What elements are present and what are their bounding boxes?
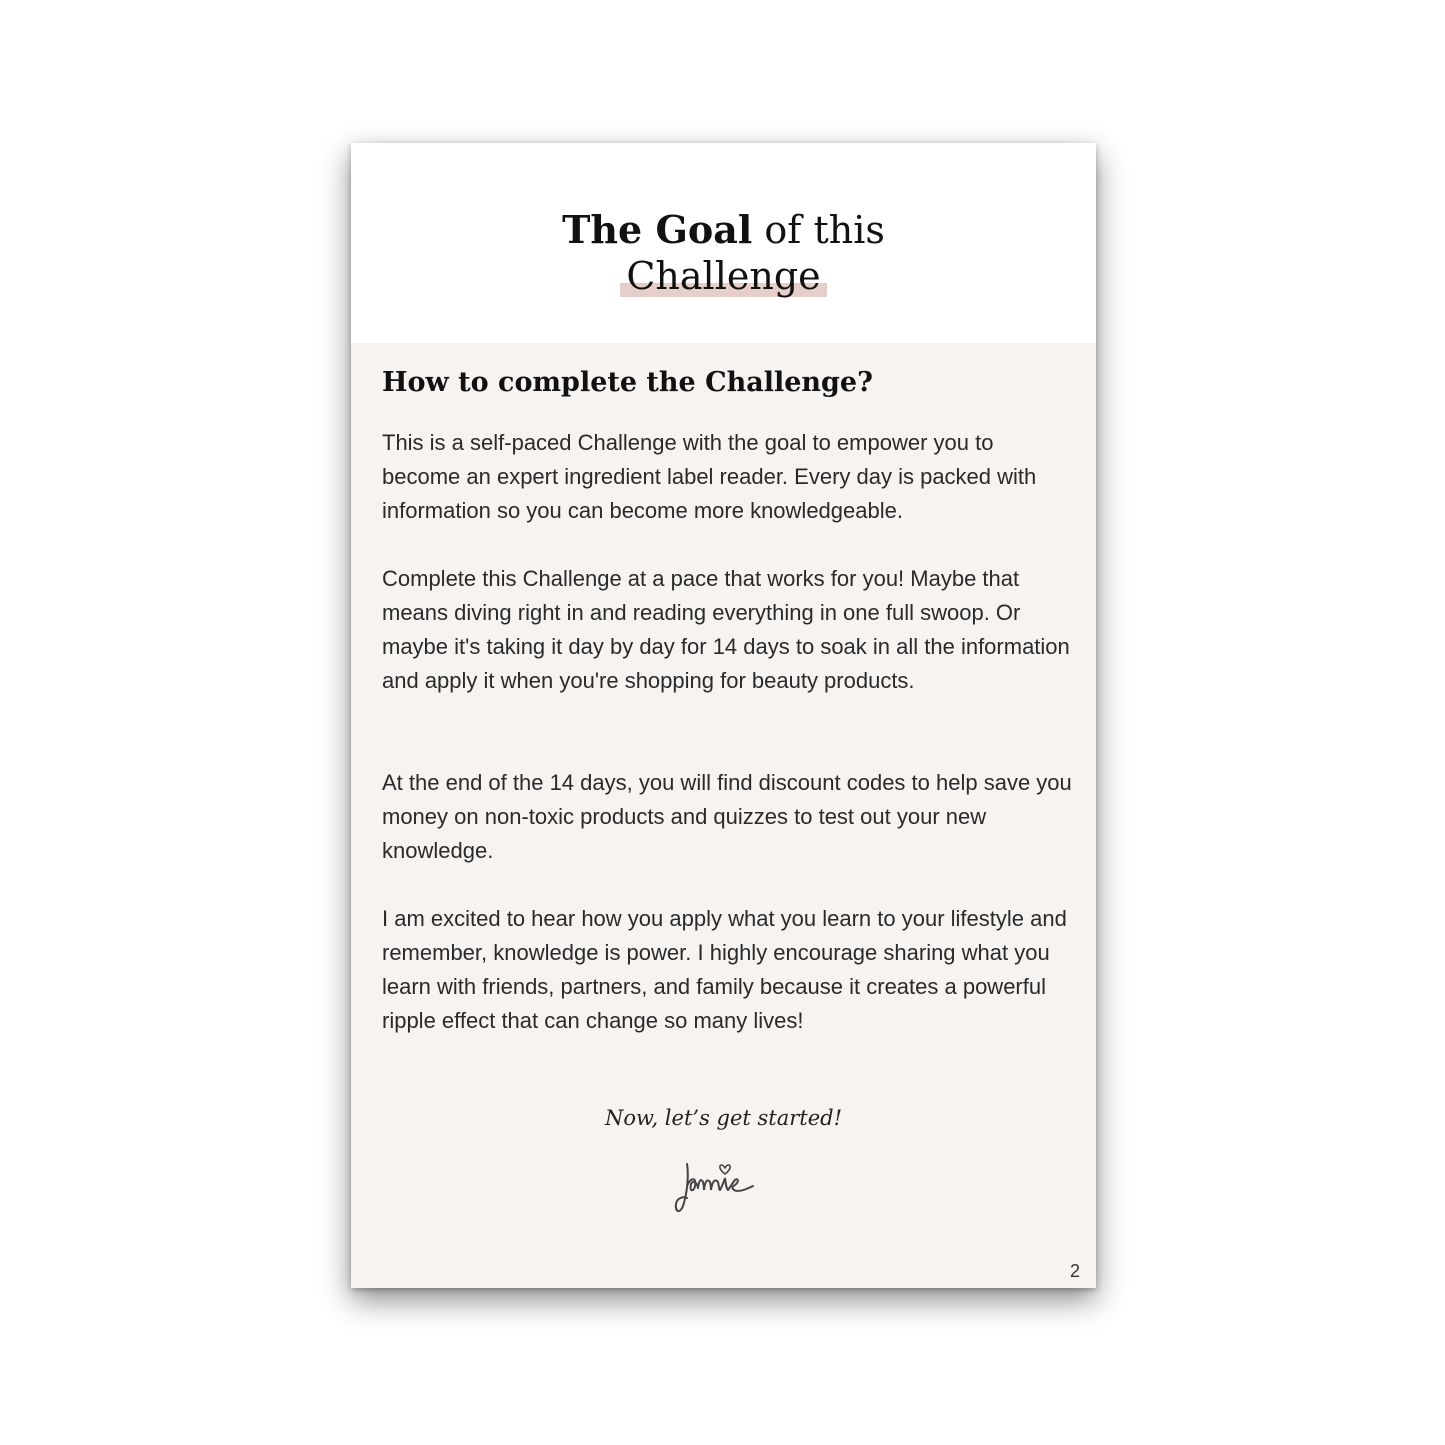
section-heading: How to complete the Challenge? xyxy=(382,367,873,398)
page-header xyxy=(351,143,1096,343)
paragraph-discounts: At the end of the 14 days, you will find discount codes to help save you money on non-toxic products and quizzes to test out your new knowledge. xyxy=(382,770,1072,863)
closing-line: Now, let’s get started! xyxy=(604,1106,843,1130)
page-title xyxy=(351,207,1096,299)
paragraph-sharing: I am excited to hear how you apply what you learn to your lifestyle and remember, knowledge is power. I highly encourage sharing what you learn with friends, partners, and family because it creates a powerful ripple effect that can change so many lives! xyxy=(382,906,1067,1033)
paragraph-intro: This is a self-paced Challenge with the goal to empower you to become an expert ingredient label reader. Every day is packed with information so you can become more knowledgeable. xyxy=(382,430,1037,523)
title-light-part: of this xyxy=(764,208,885,252)
signature-image xyxy=(673,1146,769,1216)
title-bold-part: The Goal xyxy=(562,207,753,252)
document-page xyxy=(351,143,1096,1288)
page-number: 2 xyxy=(1069,1261,1080,1281)
title-highlighted-word: Challenge xyxy=(626,254,821,298)
paragraph-pace: Complete this Challenge at a pace that works for you! Maybe that means diving right in and reading everything in one full swoop. Or maybe it's taking it day by day for 14 days to soak in all the information and apply it when you're shopping for beauty products. xyxy=(382,566,1070,693)
content-panel xyxy=(351,343,1096,1288)
